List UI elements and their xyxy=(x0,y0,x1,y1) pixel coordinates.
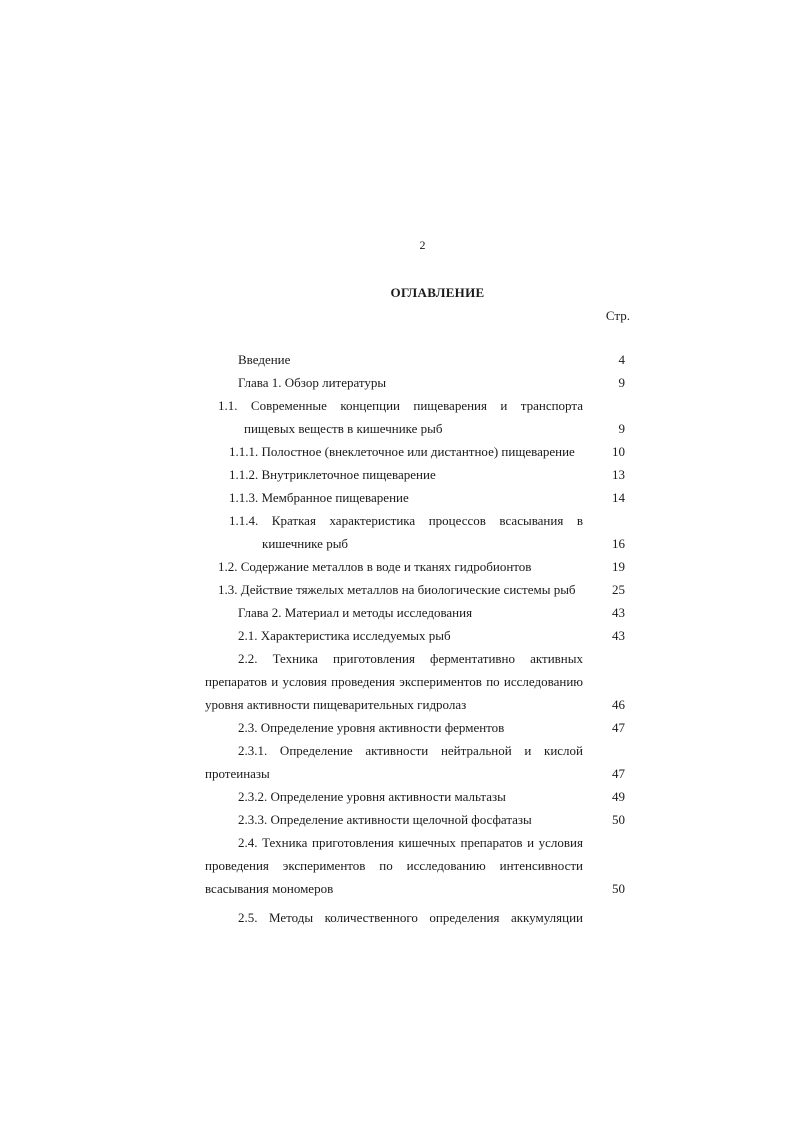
toc-entry-page: 14 xyxy=(612,490,625,505)
toc-entry-page: 49 xyxy=(612,789,625,804)
toc-entry-text: 2.3.2. Определение уровня активности мальтазы xyxy=(238,789,506,804)
toc-entry-text: 2.5. Методы количественного определения аккумуляции xyxy=(238,910,583,925)
toc-entry-page: 43 xyxy=(612,628,625,643)
toc-entry-text: 2.3.3. Определение активности щелочной фосфатазы xyxy=(238,812,532,827)
page-title: ОГЛАВЛЕНИЕ xyxy=(390,285,485,300)
toc-entry-text: Глава 2. Материал и методы исследования xyxy=(238,605,473,620)
toc-entry-text: 1.2. Содержание металлов в воде и тканях гидробионтов xyxy=(218,559,532,574)
toc-entry-page: 43 xyxy=(612,605,625,620)
pages-column-header: Стр. xyxy=(605,308,630,323)
toc-entry-text: Введение xyxy=(238,352,291,367)
toc-entry-page: 10 xyxy=(612,444,625,459)
toc-entry-page: 9 xyxy=(618,421,625,436)
toc-entry-page: 47 xyxy=(612,766,625,781)
toc-entry-text: 1.1. Современные концепции пищеварения и транспорта xyxy=(218,398,583,413)
toc-entry-page: 13 xyxy=(612,467,625,482)
toc-entry-page: 9 xyxy=(618,375,625,390)
toc-entry-page: 16 xyxy=(612,536,625,551)
toc-entry-text: 2.1. Характеристика исследуемых рыб xyxy=(238,628,451,643)
toc-entry-text: всасывания мономеров xyxy=(205,881,334,896)
toc-entry-text: 2.2. Техника приготовления ферментативно активных xyxy=(238,651,583,666)
toc-entry-text: 1.1.4. Краткая характеристика процессов всасывания в xyxy=(229,513,583,528)
toc-entry-text: пищевых веществ в кишечнике рыб xyxy=(244,421,443,436)
toc-entry-text: уровня активности пищеварительных гидролаз xyxy=(205,697,467,712)
toc-entry-page: 19 xyxy=(612,559,625,574)
toc-entry-page: 50 xyxy=(612,881,625,896)
toc-entry-text: проведения экспериментов по исследованию интенсивности xyxy=(205,858,583,873)
toc-entry-page: 47 xyxy=(612,720,625,735)
toc-entry-text: протеиназы xyxy=(205,766,270,781)
toc-entry-text: Глава 1. Обзор литературы xyxy=(238,375,387,390)
toc-entry-page: 4 xyxy=(618,352,625,367)
toc-entry-text: 2.3.1. Определение активности нейтральной и кислой xyxy=(238,743,583,758)
toc-entry-text: 2.3. Определение уровня активности ферментов xyxy=(238,720,505,735)
toc-entry-text: 1.1.2. Внутриклеточное пищеварение xyxy=(229,467,436,482)
toc-entry-text: кишечнике рыб xyxy=(262,536,349,551)
toc-entry-page: 25 xyxy=(612,582,625,597)
toc-entry-page: 46 xyxy=(612,697,625,712)
toc-entry-text: 2.4. Техника приготовления кишечных препаратов и условия xyxy=(238,835,583,850)
toc-entry-page: 50 xyxy=(612,812,625,827)
toc-entry-text: 1.1.3. Мембранное пищеварение xyxy=(229,490,409,505)
toc-entry-text: препаратов и условия проведения экспериментов по исследованию xyxy=(205,674,583,689)
page-number: 2 xyxy=(419,238,426,252)
toc-entry-text: 1.3. Действие тяжелых металлов на биологические системы рыб xyxy=(218,582,576,597)
toc-entry-text: 1.1.1. Полостное (внеклеточное или дистантное) пищеварение xyxy=(229,444,575,459)
